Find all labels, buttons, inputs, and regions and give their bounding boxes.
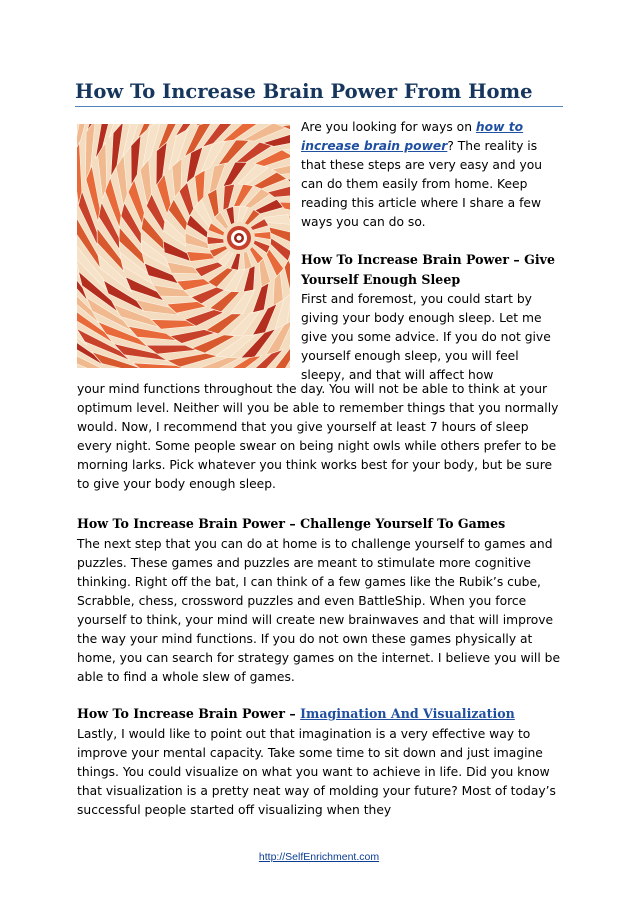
section3-heading — [77, 704, 515, 724]
footer-link[interactable]: http://SelfEnrichment.com — [258, 851, 380, 863]
section1-side-text: First and foremost, you could start by giving your body enough sleep. Let me give you some advice. If you do not give yourself enough sleep, you will feel sleepy, and that will affect how — [301, 292, 551, 382]
page-footer — [0, 851, 638, 863]
brain-power-link[interactable]: how to increase brain power — [301, 120, 524, 153]
section3-body — [77, 725, 567, 820]
section3-paragraph: Lastly, I would like to point out that imagination is a very effective way to improve your mental capacity. Take some time to sit down and just imagine things. You could visualize on what you want to achieve in life. Did you know that visualization is a pretty neat way of molding your future? Most of today’s successful people started off visualizing when they — [77, 727, 556, 817]
section2-body — [77, 535, 567, 687]
kaleidoscope-spiral-image — [77, 124, 290, 368]
spiral-artwork — [77, 124, 290, 368]
section1-heading: How To Increase Brain Power – Give Yourself Enough Sleep — [301, 252, 555, 287]
page-title: How To Increase Brain Power From Home — [75, 80, 563, 107]
imagination-visualization-link[interactable]: Imagination And Visualization — [300, 706, 515, 721]
spiral-center — [237, 236, 242, 241]
section1-paragraph: your mind functions throughout the day. You will not be able to think at your optimum level. Neither will you be able to remember things that you normally would. Now, I recommend that you give yourself at least 7 hours of sleep every night. Some people swear on being night owls while others prefer to be morning larks. Pick whatever you think works best for your body, but be sure to give your body enough sleep. — [77, 382, 559, 491]
section2-heading: How To Increase Brain Power – Challenge Yourself To Games — [77, 516, 506, 531]
section2-paragraph: The next step that you can do at home is to challenge yourself to games and puzzles. These games and puzzles are meant to stimulate more cognitive thinking. Right off the bat, I can think of a few games like the Rubik’s cube, Scrabble, chess, crossword puzzles and even BattleShip. When you force yourself to think, your mind will create new brainwaves and that will improve the way your mind functions. If you do not own these games physically at home, you can search for strategy games on the internet. I believe you will be able to find a whole slew of games. — [77, 537, 561, 684]
intro-text-before: Are you looking for ways on — [301, 120, 476, 134]
section1-wide-text — [77, 380, 567, 494]
section1-side — [301, 250, 563, 385]
intro-text-after: ? The reality is that these steps are very easy and you can do them easily from home. Keep reading this article where I share a few ways you can do so. — [301, 139, 543, 229]
intro-paragraph — [301, 118, 563, 232]
section3-heading-prefix: How To Increase Brain Power – — [77, 706, 301, 721]
